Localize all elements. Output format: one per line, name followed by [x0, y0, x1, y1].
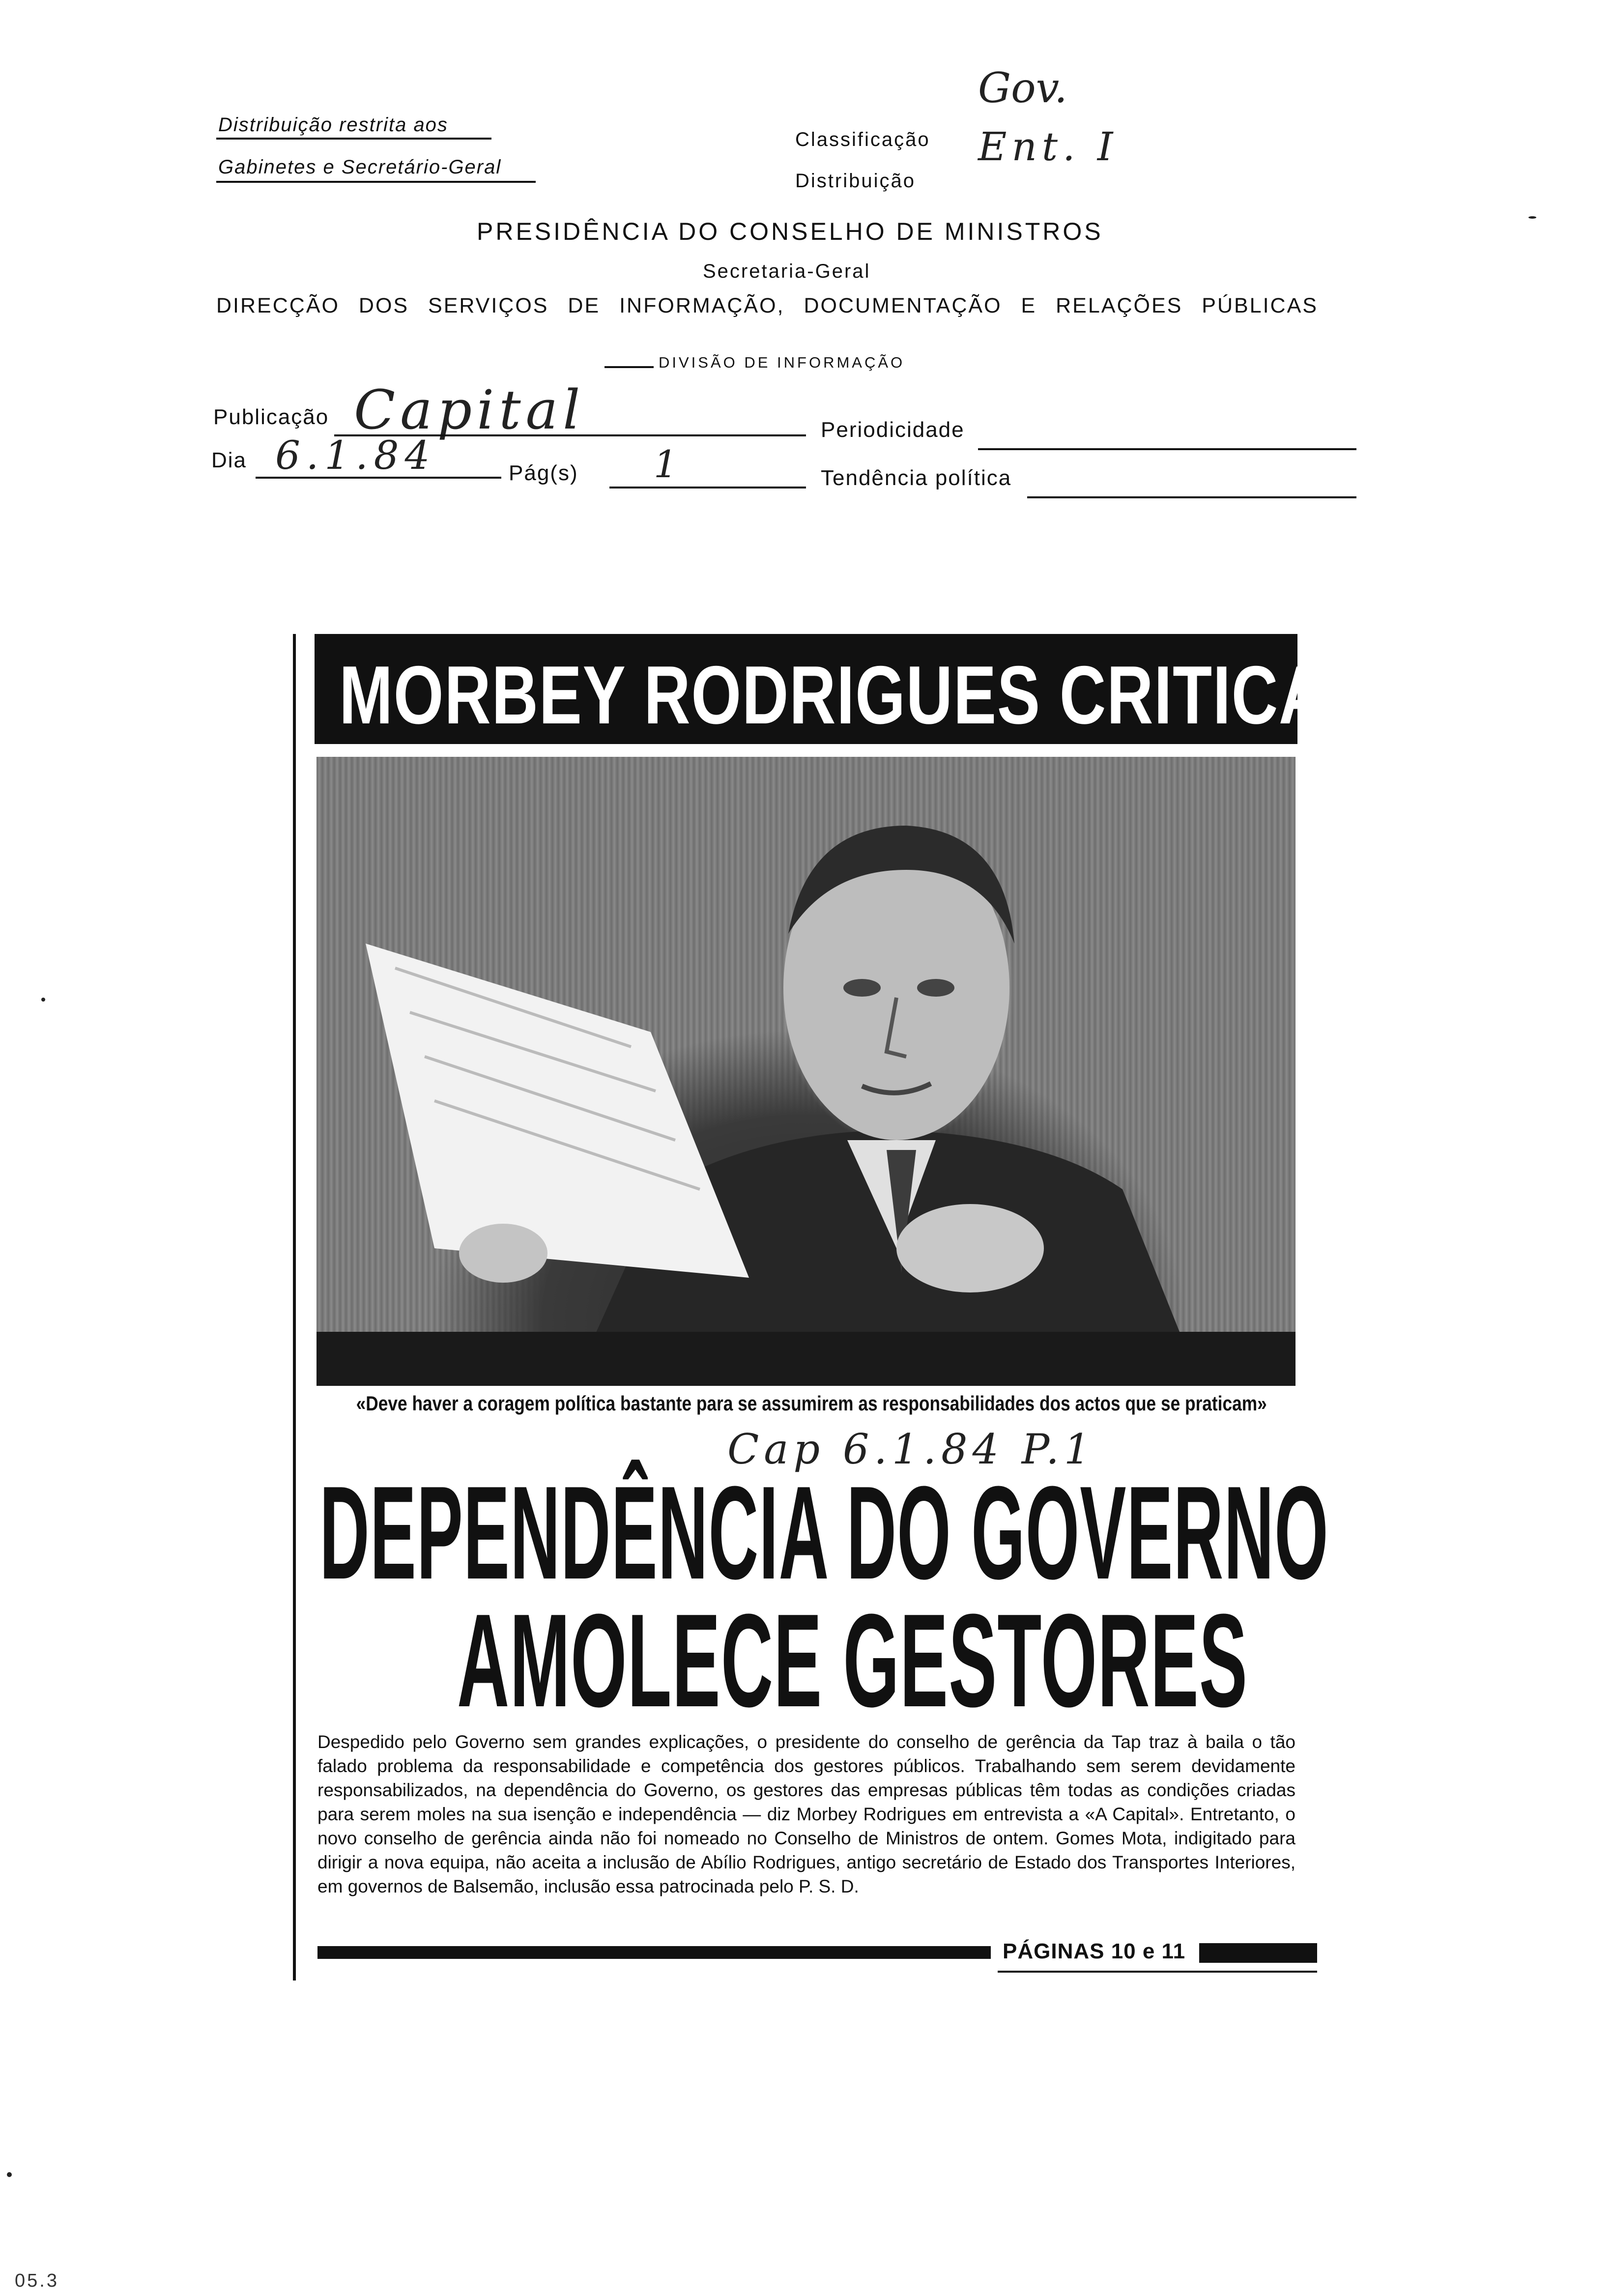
divisao-rule	[604, 366, 654, 368]
restricted-distribution-line2: Gabinetes e Secretário-Geral	[218, 156, 502, 178]
photo-morbey-rodrigues	[317, 757, 1295, 1386]
publicacao-label: Publicação	[213, 405, 329, 429]
restricted-distribution-line1: Distribuição restrita aos	[218, 114, 448, 136]
banner-title: MORBEY RODRIGUES CRITICA	[339, 649, 1326, 741]
secretaria-geral: Secretaria-Geral	[703, 260, 871, 282]
clipping-left-border	[293, 634, 296, 1980]
photo-caption-text: «Deve haver a coragem política bastante para se assumirem as responsabilidades dos actos que se praticam»	[356, 1392, 1267, 1415]
pags-value: 1	[654, 442, 678, 486]
restricted-underline-1	[216, 138, 491, 140]
pags-line	[609, 487, 806, 488]
handwritten-reference: Cap 6.1.84 P.1	[727, 1425, 1095, 1473]
periodicidade-label: Periodicidade	[821, 418, 965, 442]
restricted-underline-2	[216, 181, 536, 183]
divisao-informacao: DIVISÃO DE INFORMAÇÃO	[659, 354, 905, 371]
photo-illustration	[317, 757, 1295, 1386]
distribuicao-label: Distribuição	[795, 170, 916, 192]
classificacao-label: Classificação	[795, 129, 930, 150]
footer-bar-left	[317, 1946, 991, 1959]
tendencia-label: Tendência política	[821, 466, 1012, 490]
photo-caption	[324, 1391, 1298, 1416]
periodicidade-line	[978, 448, 1356, 450]
pages-reference: PÁGINAS 10 e 11	[1003, 1939, 1186, 1963]
article-body	[317, 1730, 1295, 1898]
pags-label: Pág(s)	[509, 461, 578, 485]
article-body-text: Despedido pelo Governo sem grandes explicações, o presidente do conselho de gerência da Tap traz à baila o tão falado problema da responsabilidade e competência dos gestores públicos. Trabalhando sem serem devidamente responsabilizados, na dependência do Governo, os gestores das empresas públicas têm todas as condições criadas para serem moles na sua isenção e independência — diz Morbey Rodrigues em entrevista a «A Capital». Entretanto, o novo conselho de gerência ainda não foi nomeado no Conselho de Ministros de ontem. Gomes Mota, indigitado para dirigir a nova equipa, não aceita a inclusão de Abílio Rodrigues, antigo secretário de Estado dos Transportes Interiores, em governos de Balsemão, inclusão essa patrocinada pelo P. S. D.	[317, 1732, 1295, 1896]
scan-speck	[7, 2172, 12, 2177]
dia-line	[256, 477, 501, 479]
handwritten-gov-note: Gov.	[978, 64, 1067, 112]
scan-speck	[1528, 216, 1536, 219]
scan-speck	[41, 998, 45, 1002]
footer-underline	[998, 1971, 1317, 1973]
dia-value: 6.1.84	[275, 432, 436, 478]
presidencia-heading: PRESIDÊNCIA DO CONSELHO DE MINISTROS	[477, 218, 1103, 245]
handwritten-classification: Ent. I	[978, 124, 1118, 170]
publicacao-value: Capital	[354, 378, 585, 441]
headline-line2: AMOLECE GESTORES	[457, 1587, 1248, 1735]
direccao-servicos: DIRECÇÃO DOS SERVIÇOS DE INFORMAÇÃO, DOCUMENTAÇÃO E RELAÇÕES PÚBLICAS	[216, 294, 1318, 317]
tendencia-line	[1027, 496, 1356, 498]
dia-label: Dia	[211, 448, 247, 472]
headline-line1: DEPENDÊNCIA DO GOVERNO	[319, 1459, 1329, 1607]
footer-bar-right	[1199, 1943, 1317, 1963]
corner-mark: 05.3	[15, 2270, 59, 2291]
